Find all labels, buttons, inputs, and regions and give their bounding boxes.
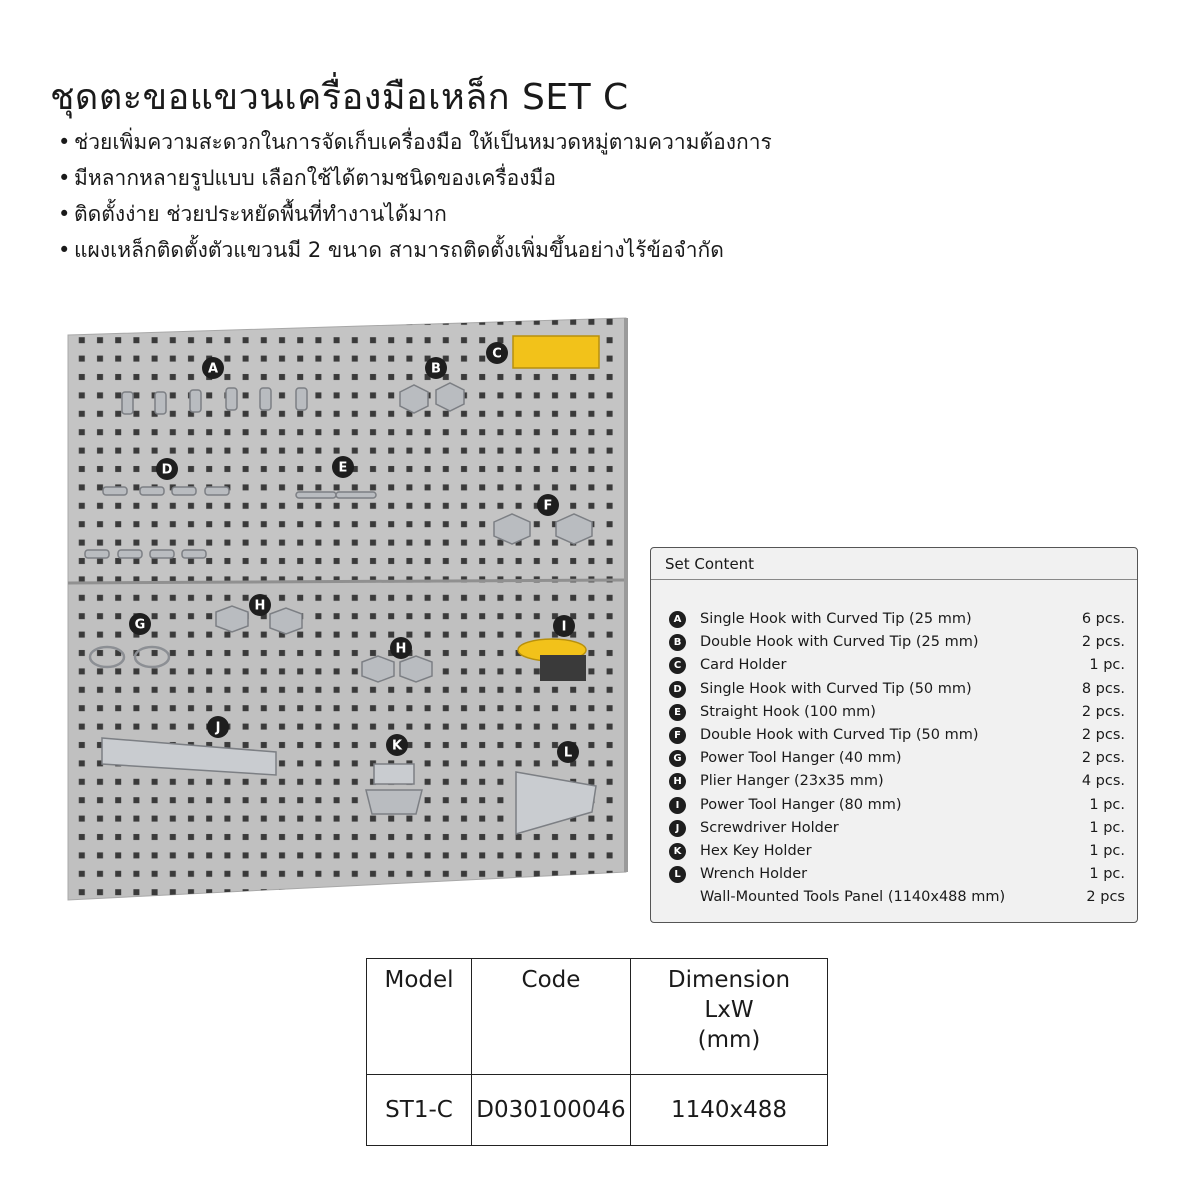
list-item [669,654,1125,677]
spec-table [366,958,828,1146]
list-item [669,678,1125,701]
list-item [669,770,1125,793]
set-content-panel [650,547,1138,923]
badge-letter: B [431,361,441,377]
bullet-icon: • [58,202,71,226]
list-item [669,886,1125,909]
board-label-badge [425,357,447,379]
item-quantity: 1 pc. [1089,819,1125,836]
list-item [669,747,1125,770]
item-letter-badge: B [669,634,686,651]
bullet-icon: • [58,238,71,262]
item-letter-badge: K [669,843,686,860]
dimension-header-line-3: (mm) [697,1027,761,1053]
list-item [669,724,1125,747]
model-header: Model [367,959,472,1075]
item-letter-badge: D [669,681,686,698]
board-label-badge [386,734,408,756]
feature-item [58,124,772,160]
list-item [669,817,1125,840]
page-title: ชุดตะขอแขวนเครื่องมือเหล็ก SET C [50,77,629,118]
feature-text: ช่วยเพิ่มความสะดวกในการจัดเก็บเครื่องมือ ให้เป็นหมวดหมู่ตามความต้องการ [74,130,772,154]
board-label-badge [207,716,229,738]
feature-list [58,124,772,268]
dimension-cell: 1140x488 [631,1075,828,1146]
item-name: Double Hook with Curved Tip (25 mm) [700,634,979,651]
item-quantity: 1 pc. [1089,842,1125,859]
dimension-header-line-1: Dimension [667,967,791,993]
item-name: Plier Hanger (23x35 mm) [700,773,884,790]
list-item [669,701,1125,724]
board-label-badge [486,342,508,364]
model-cell: ST1-C [367,1075,472,1146]
dimension-header [631,959,828,1075]
item-quantity: 2 pcs. [1081,726,1125,743]
badge-letter: H [395,641,407,657]
feature-item [58,196,772,232]
badge-letter: A [207,361,219,377]
item-name: Power Tool Hanger (40 mm) [700,750,902,767]
item-quantity: 1 pc. [1089,796,1125,813]
badge-letter: F [543,498,553,514]
board-label-badge [553,615,575,637]
item-name: Straight Hook (100 mm) [700,703,876,720]
set-content-heading: Set Content [651,548,1137,580]
feature-text: มีหลากหลายรูปแบบ เลือกใช้ได้ตามชนิดของเครื่องมือ [74,166,556,190]
item-letter-badge: C [669,657,686,674]
bullet-icon: • [58,166,71,190]
item-quantity: 1 pc. [1089,657,1125,674]
set-content-list [669,608,1125,909]
badge-letter: H [254,598,266,614]
item-name: Wall-Mounted Tools Panel (1140x488 mm) [700,889,1006,906]
item-name: Card Holder [700,657,787,674]
card-holder-icon [513,336,599,368]
board-label-badge [202,357,224,379]
badge-letter: K [391,738,403,754]
list-item [669,840,1125,863]
badge-letter: G [134,617,146,633]
dimension-header-line-2: LxW [704,997,754,1023]
board-label-badge [332,456,354,478]
item-letter-badge: F [669,727,686,744]
code-header: Code [472,959,631,1075]
code-cell: D030100046 [472,1075,631,1146]
badge-letter: I [561,619,567,635]
feature-text: ติดตั้งง่าย ช่วยประหยัดพื้นที่ทำงานได้มาก [74,202,447,226]
list-item [669,608,1125,631]
badge-letter: D [161,462,173,478]
item-letter-badge: I [669,797,686,814]
badge-letter: E [338,460,348,476]
item-letter-badge: A [669,611,686,628]
item-letter-badge: L [669,866,686,883]
board-label-badge [249,594,271,616]
straight-hook-group [296,492,376,498]
item-name: Wrench Holder [700,866,808,883]
item-quantity: 2 pcs. [1081,750,1125,767]
feature-text: แผงเหล็กติดตั้งตัวแขวนมี 2 ขนาด สามารถติดตั้งเพิ่มขึ้นอย่างไร้ข้อจำกัด [74,238,724,262]
list-item [669,863,1125,886]
item-quantity: 4 pcs. [1081,773,1125,790]
table-row [367,1075,828,1146]
table-header-row [367,959,828,1075]
item-quantity: 2 pcs. [1081,634,1125,651]
list-item [669,631,1125,654]
board-label-badge [129,613,151,635]
item-letter-badge: E [669,704,686,721]
item-name: Double Hook with Curved Tip (50 mm) [700,726,979,743]
item-letter-badge: H [669,773,686,790]
item-quantity: 2 pcs. [1081,703,1125,720]
item-letter-badge: J [669,820,686,837]
item-name: Screwdriver Holder [700,819,839,836]
list-item [669,794,1125,817]
board-label-badge [156,458,178,480]
feature-item [58,160,772,196]
item-name: Hex Key Holder [700,842,812,859]
board-label-badge [557,741,579,763]
item-name: Single Hook with Curved Tip (50 mm) [700,680,972,697]
board-label-badge [390,637,412,659]
badge-letter: C [492,346,502,362]
board-label-badge [537,494,559,516]
feature-item [58,232,772,268]
item-letter-badge: G [669,750,686,767]
item-quantity: 8 pcs. [1081,680,1125,697]
badge-letter: L [563,745,573,761]
item-name: Single Hook with Curved Tip (25 mm) [700,611,972,627]
item-name: Power Tool Hanger (80 mm) [700,796,902,813]
item-quantity: 1 pc. [1089,866,1125,883]
item-quantity: 2 pcs [1086,889,1125,906]
badge-letter: J [215,720,221,736]
item-quantity: 6 pcs. [1081,611,1125,627]
bullet-icon: • [58,130,71,154]
